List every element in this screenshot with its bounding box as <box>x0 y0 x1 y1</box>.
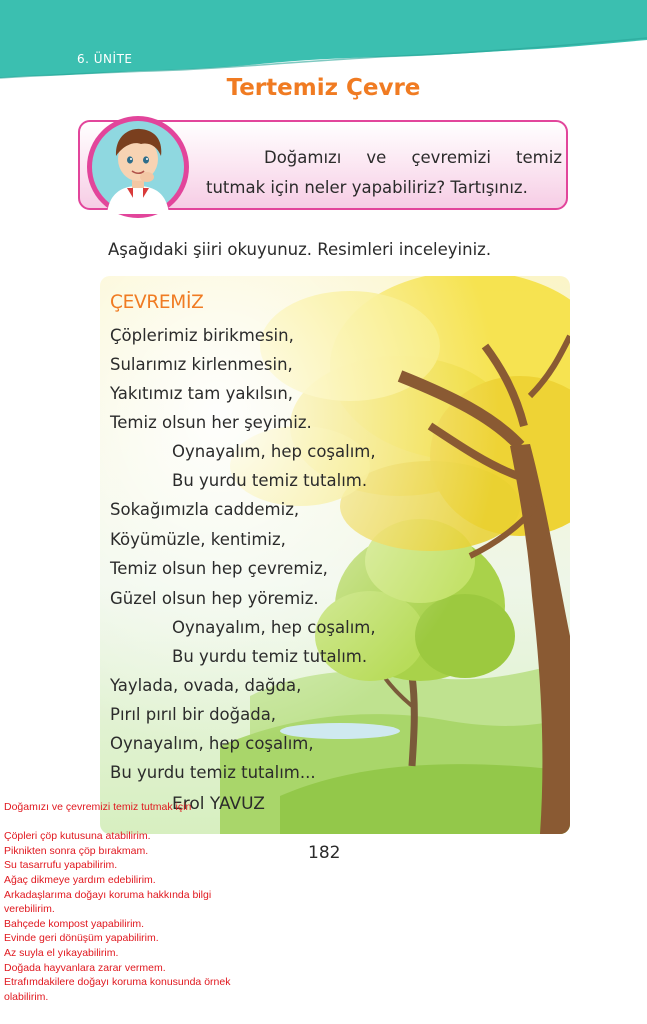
poem-line: Pırıl pırıl bir doğada, <box>110 705 277 724</box>
poem-line: Çöplerimiz birikmesin, <box>110 326 294 345</box>
poem-author: Erol YAVUZ <box>172 794 265 814</box>
answer-item: Çöpleri çöp kutusuna atabilirim. <box>4 830 151 843</box>
poem-line: Sularımız kirlenmesin, <box>110 355 293 374</box>
poem-line: Sokağımızla caddemiz, <box>110 500 300 519</box>
poem-refrain-line: Oynayalım, hep coşalım, <box>172 442 376 461</box>
answer-key <box>4 800 244 1004</box>
lesson-title: Tertemiz Çevre <box>226 75 421 101</box>
answer-item: Su tasarrufu yapabilirim. <box>4 859 118 872</box>
answer-item: Piknikten sonra çöp bırakmam. <box>4 844 149 857</box>
poem-line: Güzel olsun hep yöremiz. <box>110 589 319 608</box>
poem-line: Köyümüzle, kentimiz, <box>110 530 286 549</box>
answer-item: Evinde geri dönüşüm yapabilirim. <box>4 932 159 945</box>
poem-refrain-line: Bu yurdu temiz tutalım. <box>172 647 368 666</box>
page-number: 182 <box>308 843 341 863</box>
reading-instruction: Aşağıdaki şiiri okuyunuz. Resimleri inceleyiniz. <box>108 240 492 259</box>
poem-refrain-line: Bu yurdu temiz tutalım. <box>172 471 368 490</box>
poem-refrain-line: Oynayalım, hep coşalım, <box>172 618 376 637</box>
poem-line: Temiz olsun her şeyimiz. <box>110 413 312 432</box>
boy-avatar <box>85 114 191 220</box>
unit-label: 6. ÜNİTE <box>77 52 133 66</box>
poem-title: ÇEVREMİZ <box>110 292 204 313</box>
poem-line: Bu yurdu temiz tutalım... <box>110 763 316 782</box>
answer-item: Arkadaşlarıma doğayı koruma hakkında bilgi verebilirim. <box>4 888 212 916</box>
header-band <box>0 0 647 82</box>
poem-line: Yaylada, ovada, dağda, <box>110 676 302 695</box>
answer-key-question: Doğamızı ve çevremizi temiz tutmak için <box>4 801 192 813</box>
answer-item: Ağaç dikmeye yardım edebilirim. <box>4 873 156 886</box>
poem-line: Oynayalım, hep coşalım, <box>110 734 314 753</box>
answer-item: Etrafımdakilere doğayı koruma konusunda örnek olabilirim. <box>4 976 231 1003</box>
answer-item: Doğada hayvanlara zarar vermem. <box>4 961 166 974</box>
answer-item: Bahçede kompost yapabilirim. <box>4 917 145 930</box>
poem-line: Yakıtımız tam yakılsın, <box>110 384 294 403</box>
discussion-question: Doğamızı ve çevremizi temiz tutmak için neler yapabiliriz? Tartışınız. <box>206 148 562 197</box>
poem-line: Temiz olsun hep çevremiz, <box>110 559 328 578</box>
answer-item: Az suyla el yıkayabilirim. <box>4 946 119 959</box>
